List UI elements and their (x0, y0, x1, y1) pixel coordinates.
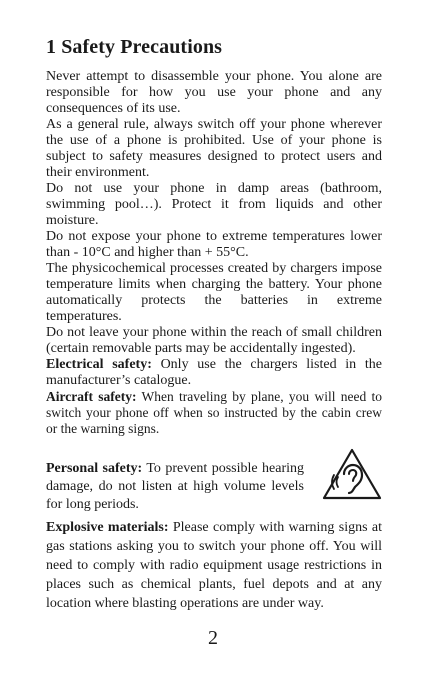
hearing-warning-icon (322, 448, 382, 500)
manual-page (46, 34, 382, 627)
paragraph-aircraft-safety (46, 389, 382, 437)
personal-safety-block (46, 446, 382, 512)
page-number: 2 (208, 627, 218, 649)
electrical-safety-text: Only use the chargers listed in the manufacturer’s catalogue. (46, 357, 382, 388)
paragraph-general-rule: As a general rule, always switch off your phone wherever the use of a phone is prohibited. Use of your phone is subject to safety measures designed to protect users and their environment. (46, 117, 382, 180)
paragraph-electrical-safety (46, 357, 382, 389)
explosive-materials-text: Please comply with warning signs at gas stations asking you to switch your phone off. You will need to comply with radio equipment usage restrictions in places such as chemical plants, fuel depots and at any location where blasting operations are under way. (46, 520, 382, 611)
aircraft-safety-text: When traveling by plane, you will need to switch your phone off when so instructed by the cabin crew or the warning signs. (46, 389, 382, 436)
paragraph-chargers: The physicochemical processes created by chargers impose temperature limits when charging the battery. Your phone automatically protects the batteries in extreme temperatures. (46, 261, 382, 324)
paragraph-personal-safety (46, 460, 304, 514)
paragraph-temperatures: Do not expose your phone to extreme temperatures lower than - 10°C and higher than + 55°C. (46, 229, 382, 260)
electrical-safety-label: Electrical safety: (46, 357, 152, 372)
paragraph-explosive-materials (46, 518, 382, 613)
paragraph-children: Do not leave your phone within the reach of small children (certain removable parts may be accidentally ingested). (46, 325, 382, 356)
explosive-materials-label: Explosive materials: (46, 520, 169, 535)
section-title: 1 Safety Precautions (46, 36, 223, 58)
personal-safety-text: To prevent possible hearing damage, do not listen at high volume levels for long periods. (46, 461, 304, 512)
personal-safety-label: Personal safety: (46, 461, 143, 476)
paragraph-damp-areas: Do not use your phone in damp areas (bathroom, swimming pool…). Protect it from liquids and other moisture. (46, 181, 382, 228)
aircraft-safety-label: Aircraft safety: (46, 389, 137, 404)
paragraph-disassemble: Never attempt to disassemble your phone. You alone are responsible for how you use your phone and any consequences of its use. (46, 69, 382, 116)
